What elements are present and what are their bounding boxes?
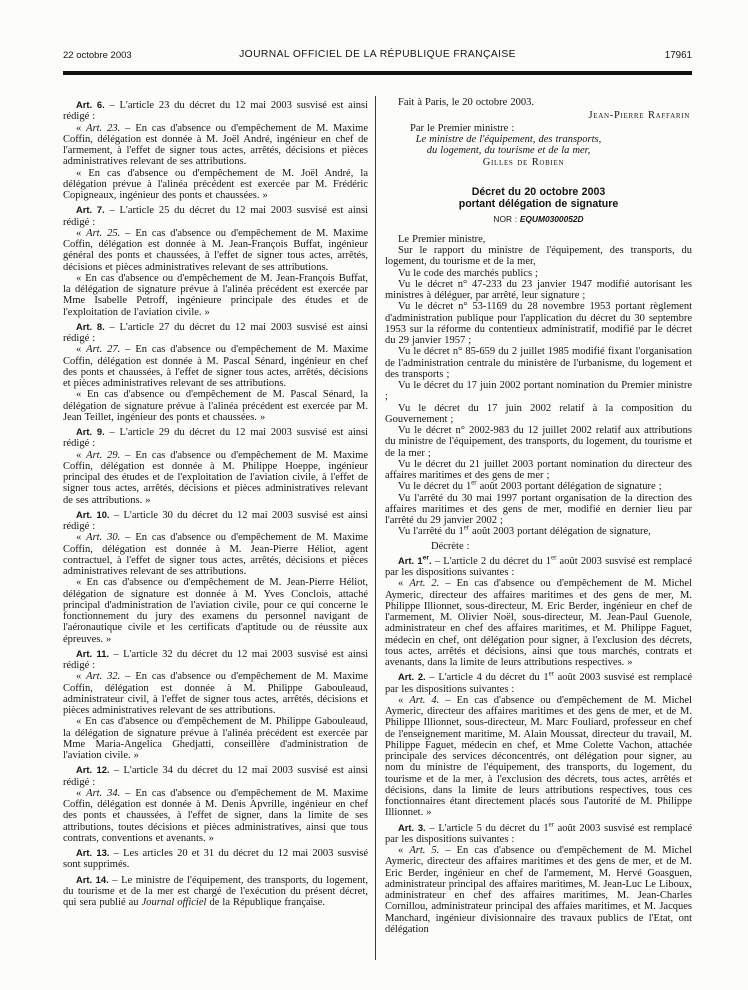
visa-arrete-30-mai-1997: Vu l'arrêté du 30 mai 1997 portant organisation de la direction des affaires maritimes et des gens de mer, modifié en dernier lieu par l'arrêté du 29 janvier 2002 ; [385, 492, 692, 526]
quote-art-32-al2: « En cas d'absence ou d'empêchement de M. Philippe Gabouleaud, la délégation de signature prévue à l'alinéa précédent est exercée par Mme Maria-Angelica Ghedjatti, conseillère d'administration de l'aviation civile. » [63, 716, 368, 761]
quote-art-30: « Art. 30. – En cas d'absence ou d'empêchement de M. Maxime Coffin, délégation est donnée à M. Jean-Pierre Héliot, agent contractuel, à l'effet de signer tous actes, arrêtés, décisions et pièces administratives relevant de ses attributions. [63, 532, 368, 577]
visa-decret-1er-aout: Vu le décret du 1er août 2003 portant délégation de signature ; [398, 479, 662, 493]
article-1er: Art. 1er. – L'article 2 du décret du 1er août 2003 susvisé est remplacé par les dispositions suivantes : [385, 554, 692, 578]
minister-function-line2: du logement, du tourisme et de la mer, [426, 145, 591, 156]
left-column [63, 96, 368, 964]
visa-code-marches: Vu le code des marchés publics ; [398, 267, 538, 279]
quote-art-23-al2: « En cas d'absence ou d'empêchement de M. Joël André, la délégation prévue à l'alinéa précédent est exercée par M. Frédéric Copigneaux, ingénieur des ponts et chaussées. » [63, 167, 368, 201]
visa-decret-2002-983: Vu le décret n° 2002-983 du 12 juillet 2002 relatif aux attributions du ministre de l'équipement, des transports, du logement, du tourisme et de la mer ; [385, 425, 692, 459]
article-10: Art. 10. – L'article 30 du décret du 12 mai 2003 susvisé est ainsi rédigé : [63, 508, 368, 532]
article-13: Art. 13. – Les articles 20 et 31 du décret du 12 mai 2003 susvisé sont supprimés. [63, 847, 368, 871]
fait-a-paris: Fait à Paris, le 20 octobre 2003. [398, 97, 534, 108]
sur-le-rapport: Sur le rapport du ministre de l'équipement, des transports, du logement, du tourisme et de la mer, [385, 245, 692, 268]
signature-raffarin: Jean-Pierre Raffarin [588, 110, 690, 122]
article-14: Art. 14. – Le ministre de l'équipement, des transports, du logement, du tourisme et de la mer est chargé de l'exécution du présent décret, qui sera publié au Journal officiel de la République française. [63, 873, 368, 908]
signature-robien: Gilles de Robien [482, 157, 565, 169]
visa-decret-47-233: Vu le décret n° 47-233 du 23 janvier 1947 modifié autorisant les ministres à déléguer, par arrêté, leur signature ; [385, 278, 692, 301]
quote-art-29: « Art. 29. – En cas d'absence ou d'empêchement de M. Maxime Coffin, délégation est donnée à M. Philippe Hoeppe, ingénieur principal des études et de l'exploitation de l'aviation civile, à l'effet de signer tous actes, arrêtés, décisions et pièces administratives relevant de ses attributions. » [63, 449, 368, 506]
quote-art-4: « Art. 4. – En cas d'absence ou d'empêchement de M. Michel Aymeric, directeur des affaires maritimes et des gens de mer, et de M. Philippe Illionnet, sous-directeur, M. Marc Fouliard, professeur en chef de l'enseignement maritime, M. Alain Moussat, directeur du travail, M. Philippe Faguet, médecin en chef, et Mme Colette Vachon, attachée principale des services déconcentrés, ont délégation pour signer, au nom du ministre de l'équipement, des transports, du logement, du tourisme et de la mer, à l'exclusion des décrets, tous actes, arrêtés et décisions, dans la limite de leurs attributions respectives, tous ces fonctionnaires étant directement placés sous l'autorité de M. Philippe Illionnet. » [385, 694, 692, 819]
quote-art-2: « Art. 2. – En cas d'absence ou d'empêchement de M. Michel Aymeric, directeur des affaires maritimes et des gens de mer, M. Philippe Illionnet, sous-directeur, M. Eric Berder, ingénieur en chef de l'armement, M. Olivier Noël, sous-directeur, M. Jean-Paul Guenole, administrateur en chef des affaires maritimes, et M. Philippe Faguet, médecin en chef, ont délégation pour signer, à l'exclusion des décrets, tous actes, arrêtés et décisions, ainsi que tous marchés, contrats et avenants, dans la limite de leurs attributions respectives. » [385, 578, 692, 668]
article-6: Art. 6. – L'article 23 du décret du 12 mai 2003 susvisé est ainsi rédigé : [63, 99, 368, 123]
par-le-premier-ministre: Par le Premier ministre : [410, 122, 515, 134]
premier-ministre-line: Le Premier ministre, [398, 233, 486, 245]
visa-arrete-1er-aout: Vu l'arrêté du 1er août 2003 portant délégation de signature, [398, 524, 651, 538]
visa-decret-85-659: Vu le décret n° 85-659 du 2 juillet 1985 modifié fixant l'organisation de l'administration centrale du ministère de l'urbanisme, du logement et des transports ; [385, 346, 692, 380]
right-column [385, 96, 692, 964]
article-7: Art. 7. – L'article 25 du décret du 12 mai 2003 susvisé est ainsi rédigé : [63, 204, 368, 228]
decree-title-line2: portant délégation de signature [458, 198, 619, 210]
article-11: Art. 11. – L'article 32 du décret du 12 mai 2003 susvisé est ainsi rédigé : [63, 647, 368, 671]
quote-art-5: « Art. 5. – En cas d'absence ou d'empêchement de M. Michel Aymeric, directeur des affaires maritimes et des gens de mer, et de M. Eric Berder, ingénieur en chef de l'armement, M. Hervé Goasguen, administrateur principal des affaires maritimes, M. Jean-Luc Le Liboux, administrateur en chef des affaires maritimes, M. Jean-Charles Cornillou, administrateur principal des affaies maritimes, et M. Jacques Manchard, ingénieur divisionnaire des travaux publics de l'Etat, ont délégation [385, 845, 692, 935]
article-2: Art. 2. – L'article 4 du décret du 1er août 2003 susvisé est remplacé par les dispositions suivantes : [385, 670, 692, 695]
article-8: Art. 8. – L'article 27 du décret du 12 mai 2003 susvisé est ainsi rédigé : [63, 320, 368, 344]
article-3: Art. 3. – L'article 5 du décret du 1er août 2003 susvisé est remplacé par les dispositions suivantes : [385, 821, 692, 845]
nor-code: NOR : EQUM0300052D [493, 213, 584, 224]
decree-title-line1: Décret du 20 octobre 2003 [471, 185, 606, 198]
visa-composition-gouvernement: Vu le décret du 17 juin 2002 relatif à la composition du Gouvernement ; [385, 402, 692, 425]
decrete-line: Décrète : [431, 540, 470, 552]
journal-title: JOURNAL OFFICIEL DE LA RÉPUBLIQUE FRANÇAISE [239, 49, 516, 60]
quote-art-32: « Art. 32. – En cas d'absence ou d'empêchement de M. Maxime Coffin, délégation est donnée à M. Philippe Gabouleaud, administrateur civil, à l'effet de signer tous actes, arrêtés, décisions et pièces administratives relevant de ses attributions. [63, 671, 368, 716]
quote-art-25: « Art. 25. – En cas d'absence ou d'empêchement de M. Maxime Coffin, délégation est donnée à M. Jean-François Buffat, ingénieur général des ponts et chaussées, à l'effet de signer tous actes, arrêtés, décisions et pièces administratives relevant de ses attributions. [63, 227, 368, 273]
article-9: Art. 9. – L'article 29 du décret du 12 mai 2003 susvisé est ainsi rédigé : [63, 426, 368, 450]
quote-art-34: « Art. 34. – En cas d'absence ou d'empêchement de M. Maxime Coffin, délégation est donnée à M. Denis Apvrille, ingénieur en chef des ponts et chaussées, à l'effet de signer, dans la limite de ses attributions, toutes décisions et pièces administratives, ainsi que tous contrats, conventions et avenants. » [63, 787, 368, 844]
visa-nomination-directeur: Vu le décret du 21 juillet 2003 portant nomination du directeur des affaires maritimes et des gens de mer ; [385, 458, 692, 481]
quote-art-30-al2: « En cas d'absence ou d'empêchement de M. Jean-Pierre Héliot, délégation de signature est donnée à M. Yves Conclois, attaché principal d'administration de l'aviation civile, pour ce qui concerne le fonctionnement du jury des examens du personnel navigant de l'aéronautique civile et les certificats d'aptitude ou de réussite aux épreuves. » [63, 577, 368, 645]
column-divider [375, 96, 376, 960]
article-12: Art. 12. – L'article 34 du décret du 12 mai 2003 susvisé est ainsi rédigé : [63, 764, 368, 788]
masthead [63, 46, 692, 68]
quote-art-27-al2: « En cas d'absence ou d'empêchement de M. Pascal Sénard, la délégation de signature prévue à l'alinéa précédent est exercée par M. Jean Teillet, ingénieur des ponts et chaussées. » [63, 389, 368, 423]
page-number: 17961 [664, 50, 692, 61]
quote-art-23: « Art. 23. – En cas d'absence ou d'empêchement de M. Maxime Coffin, délégation est donnée à M. Joël André, ingénieur en chef de l'armement, à l'effet de signer tous actes, arrêtés, décisions et pièces administratives relevant de ses attributions. [63, 122, 368, 168]
header-date: 22 octobre 2003 [63, 50, 132, 61]
visa-nomination-pm: Vu le décret du 17 juin 2002 portant nomination du Premier ministre ; [385, 380, 692, 403]
quote-art-27: « Art. 27. – En cas d'absence ou d'empêchement de M. Maxime Coffin, délégation est donnée à M. Pascal Sénard, ingénieur en chef des ponts et chaussées, à l'effet de signer tous actes, arrêtés, décisions et pièces administratives relevant de ses attributions. [63, 344, 368, 389]
minister-function-line1: Le ministre de l'équipement, des transports, [415, 133, 602, 145]
visa-decret-53-1169: Vu le décret n° 53-1169 du 28 novembre 1953 portant règlement d'administration publique pour l'application du décret du 30 septembre 1953 sur la réforme du contentieux administratif, modifié par le décret du 29 janvier 1957 ; [385, 301, 692, 346]
quote-art-25-al2: « En cas d'absence ou d'empêchement de M. Jean-François Buffat, la délégation de signature prévue à l'alinéa précédent est exercée par Mme Isabelle Petroff, ingénieure principale des études et de l'exploitation de l'aviation civile. » [63, 272, 368, 318]
header-rule [63, 71, 692, 75]
